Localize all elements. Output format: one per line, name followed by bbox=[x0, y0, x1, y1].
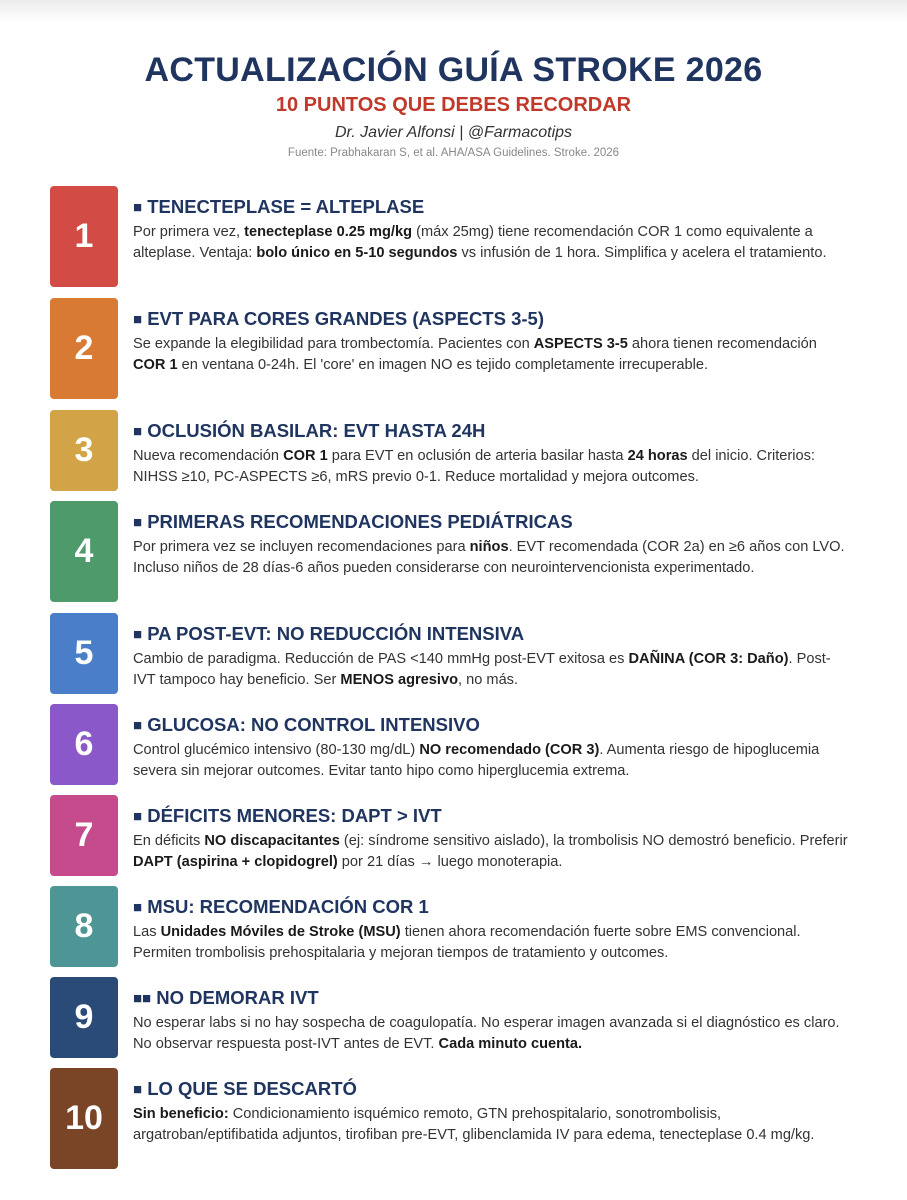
page-subtitle: 10 PUNTOS QUE DEBES RECORDAR bbox=[275, 94, 632, 116]
point-number-badge bbox=[50, 795, 118, 876]
body-text: En déficits bbox=[133, 833, 205, 849]
point-number: 5 bbox=[74, 634, 94, 672]
point-body bbox=[133, 222, 849, 263]
square-bullet-icon: ■ bbox=[133, 423, 143, 440]
body-text: (máx 25mg) tiene recomendación COR 1 como equivalente a alteplase. Ventaja: bbox=[133, 224, 813, 261]
point-body bbox=[133, 537, 849, 578]
body-text: vs infusión de 1 hora. Simplifica y acelera el tratamiento. bbox=[457, 244, 827, 261]
point-number-badge bbox=[50, 977, 118, 1058]
point-number-badge bbox=[50, 501, 118, 602]
point-number: 9 bbox=[74, 998, 94, 1036]
emphasis-text: 24 horas bbox=[627, 448, 688, 464]
point-title bbox=[133, 987, 849, 1010]
point-number-badge bbox=[50, 298, 118, 399]
body-text: Por primera vez se incluyen recomendaciones para bbox=[133, 539, 470, 555]
point-number: 6 bbox=[74, 725, 94, 763]
point-title-text: TENECTEPLASE = ALTEPLASE bbox=[147, 196, 425, 217]
body-text: en ventana 0-24h. El 'core' en imagen NO es tejido completamente irrecuperable. bbox=[177, 356, 709, 373]
square-bullet-icon: ■ bbox=[133, 1081, 143, 1098]
body-text: (ej: síndrome sensitivo aislado), la trombolisis NO demostró beneficio. Preferir bbox=[339, 833, 848, 849]
square-bullet-icon: ■■ bbox=[133, 990, 152, 1007]
body-text: del inicio. Criterios: NIHSS ≥10, PC-ASPECTS ≥6, mRS previo 0-1. Reduce mortalidad y mejora outcomes. bbox=[133, 448, 815, 485]
point-number: 2 bbox=[74, 329, 94, 367]
body-text: Cambio de paradigma. Reducción de PAS <140 mmHg post-EVT exitosa es bbox=[133, 651, 629, 667]
body-text: Control glucémico intensivo (80-130 mg/dL) bbox=[133, 742, 420, 758]
emphasis-text: Unidades Móviles de Stroke (MSU) bbox=[160, 924, 401, 940]
body-text: ahora tienen recomendación bbox=[627, 336, 817, 352]
point-title-text: LO QUE SE DESCARTÓ bbox=[147, 1078, 357, 1099]
emphasis-text: COR 1 bbox=[133, 356, 178, 373]
point-body bbox=[133, 922, 849, 963]
emphasis-text: DAPT (aspirina + clopidogrel) bbox=[133, 853, 338, 870]
point-number-badge bbox=[50, 186, 118, 287]
body-text: tienen ahora recomendación fuerte sobre EMS convencional. Permiten trombolisis prehospitalaria y mejoran tiempos de tratamiento y outcomes. bbox=[133, 924, 801, 961]
point-item bbox=[50, 298, 870, 399]
body-text: Nueva recomendación bbox=[133, 448, 284, 464]
emphasis-text: NO discapacitantes bbox=[204, 833, 340, 849]
point-title bbox=[133, 805, 849, 828]
point-body bbox=[133, 446, 849, 487]
emphasis-text: tenecteplase 0.25 mg/kg bbox=[244, 224, 413, 240]
point-item bbox=[50, 501, 870, 602]
body-text: , no más. bbox=[458, 671, 519, 688]
point-item bbox=[50, 977, 870, 1058]
square-bullet-icon: ■ bbox=[133, 199, 143, 216]
point-title-text: MSU: RECOMENDACIÓN COR 1 bbox=[147, 896, 429, 917]
point-title-text: DÉFICITS MENORES: DAPT > IVT bbox=[147, 805, 442, 826]
author-line: Dr. Javier Alfonsi | @Farmacotips bbox=[334, 124, 573, 141]
square-bullet-icon: ■ bbox=[133, 311, 143, 328]
emphasis-text: COR 1 bbox=[283, 448, 328, 464]
body-text: . EVT recomendada (COR 2a) en ≥6 años con LVO. Incluso niños de 28 días-6 años pueden considerarse con neurointervencionista experimentado. bbox=[133, 539, 845, 576]
point-content bbox=[133, 298, 849, 375]
body-text: . Post-IVT tampoco hay beneficio. Ser bbox=[133, 651, 831, 688]
point-number: 3 bbox=[74, 431, 94, 469]
body-text: No esperar labs si no hay sospecha de coagulopatía. No esperar imagen avanzada si el diagnóstico es claro. No observar respuesta post-IVT antes de EVT. bbox=[133, 1015, 840, 1052]
point-title bbox=[133, 714, 849, 737]
emphasis-text: niños bbox=[469, 539, 509, 555]
point-title-text: PA POST-EVT: NO REDUCCIÓN INTENSIVA bbox=[147, 623, 525, 644]
point-number-badge bbox=[50, 1068, 118, 1169]
point-body bbox=[133, 649, 849, 690]
square-bullet-icon: ■ bbox=[133, 717, 143, 734]
points-list bbox=[50, 186, 870, 1169]
point-title bbox=[133, 308, 849, 331]
emphasis-text: NO recomendado (COR 3) bbox=[419, 742, 600, 758]
point-title-text: NO DEMORAR IVT bbox=[156, 987, 319, 1008]
point-number: 10 bbox=[65, 1099, 103, 1137]
point-body bbox=[133, 1104, 849, 1145]
square-bullet-icon: ■ bbox=[133, 514, 143, 531]
point-content bbox=[133, 410, 849, 487]
square-bullet-icon: ■ bbox=[133, 899, 143, 916]
point-item bbox=[50, 186, 870, 287]
point-item bbox=[50, 795, 870, 876]
point-title-text: OCLUSIÓN BASILAR: EVT HASTA 24H bbox=[147, 420, 486, 441]
page-header bbox=[0, 50, 907, 161]
point-number: 8 bbox=[74, 907, 94, 945]
point-body bbox=[133, 831, 849, 872]
point-title-text: PRIMERAS RECOMENDACIONES PEDIÁTRICAS bbox=[147, 511, 573, 532]
point-number: 4 bbox=[74, 532, 94, 570]
top-edge-shadow bbox=[0, 0, 907, 22]
point-number-badge bbox=[50, 886, 118, 967]
emphasis-text: ASPECTS 3-5 bbox=[533, 336, 628, 352]
point-item bbox=[50, 613, 870, 694]
point-number-badge bbox=[50, 704, 118, 785]
square-bullet-icon: ■ bbox=[133, 626, 143, 643]
body-text: Por primera vez, bbox=[133, 224, 245, 240]
point-content bbox=[133, 977, 849, 1054]
point-content bbox=[133, 1068, 849, 1145]
point-body bbox=[133, 334, 849, 375]
point-number: 1 bbox=[74, 217, 94, 255]
point-title bbox=[133, 196, 849, 219]
emphasis-text: DAÑINA (COR 3: Daño) bbox=[628, 651, 789, 667]
body-text: por 21 días → luego monoterapia. bbox=[337, 853, 563, 870]
body-text: Las bbox=[133, 924, 161, 940]
point-title-text: EVT PARA CORES GRANDES (ASPECTS 3-5) bbox=[147, 308, 544, 329]
point-title bbox=[133, 511, 849, 534]
point-number: 7 bbox=[74, 816, 94, 854]
emphasis-text: Cada minuto cuenta. bbox=[438, 1035, 583, 1052]
square-bullet-icon: ■ bbox=[133, 808, 143, 825]
point-title-text: GLUCOSA: NO CONTROL INTENSIVO bbox=[147, 714, 480, 735]
source-citation: Fuente: Prabhakaran S, et al. AHA/ASA Guidelines. Stroke. 2026 bbox=[287, 147, 620, 159]
point-content bbox=[133, 613, 849, 690]
point-item bbox=[50, 410, 870, 491]
point-content bbox=[133, 501, 849, 578]
point-content bbox=[133, 186, 849, 263]
point-content bbox=[133, 886, 849, 963]
body-text: . Aumenta riesgo de hipoglucemia severa sin mejorar outcomes. Evitar tanto hipo como hiperglucemia extrema. bbox=[133, 742, 820, 779]
point-title bbox=[133, 420, 849, 443]
body-text: para EVT en oclusión de arteria basilar hasta bbox=[327, 448, 628, 464]
point-title bbox=[133, 1078, 849, 1101]
point-body bbox=[133, 1013, 849, 1054]
point-title bbox=[133, 896, 849, 919]
page-title: ACTUALIZACIÓN GUÍA STROKE 2026 bbox=[144, 51, 763, 89]
point-title bbox=[133, 623, 849, 646]
emphasis-text: MENOS agresivo bbox=[340, 671, 459, 688]
point-number-badge bbox=[50, 613, 118, 694]
point-content bbox=[133, 795, 849, 872]
body-text: Se expande la elegibilidad para trombectomía. Pacientes con bbox=[133, 336, 534, 352]
point-content bbox=[133, 704, 849, 781]
point-item bbox=[50, 1068, 870, 1169]
emphasis-text: bolo único en 5-10 segundos bbox=[256, 244, 458, 261]
point-item bbox=[50, 886, 870, 967]
point-item bbox=[50, 704, 870, 785]
body-text: Condicionamiento isquémico remoto, GTN prehospitalario, sonotrombolisis, argatroban/eptifibatida adjuntos, tirofiban pre-EVT, glibenclamida IV para edema, tenecteplase 0.4 mg/kg. bbox=[133, 1106, 815, 1143]
point-number-badge bbox=[50, 410, 118, 491]
point-body bbox=[133, 740, 849, 781]
emphasis-text: Sin beneficio: bbox=[133, 1106, 229, 1122]
